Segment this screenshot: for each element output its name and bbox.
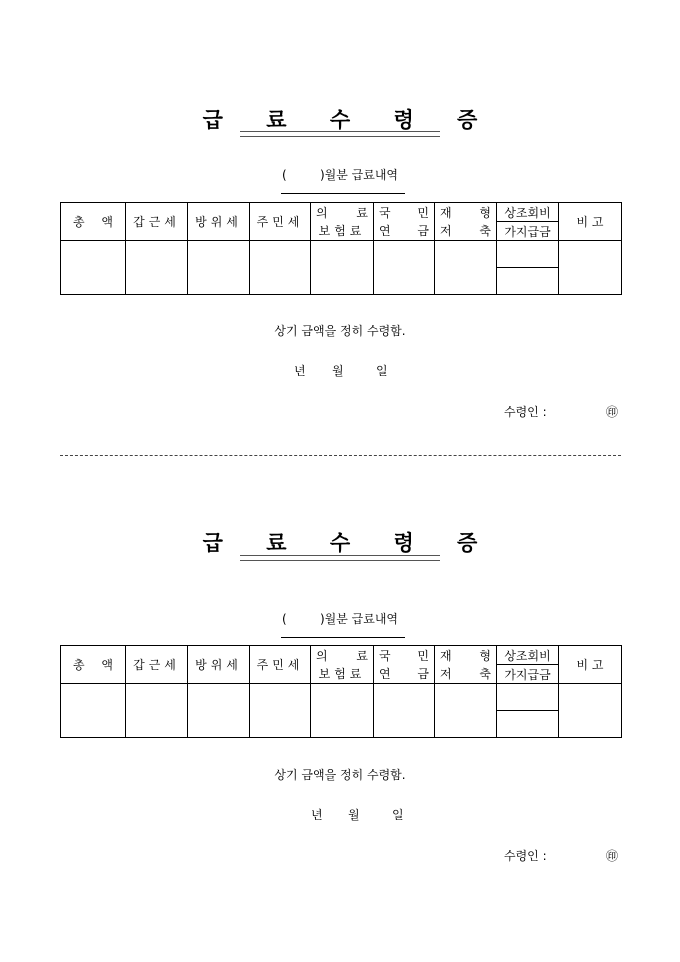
cell-resident-tax[interactable] [250,241,311,295]
seal-icon: ㊞ [606,405,619,419]
cell-total[interactable] [61,241,126,295]
cell-pension[interactable] [374,684,435,738]
col-medical-bottom: 보험료 [311,665,374,684]
col-advance-pay: 가지급금 [497,222,559,241]
period-label: )월분 급료내역 [319,612,399,626]
col-savings-bottom: 저 축 [435,665,497,684]
period-paren: ( [281,612,287,626]
col-savings-bottom: 저 축 [435,222,497,241]
cell-advance-pay[interactable] [497,268,559,295]
date-month: 월 [332,364,344,378]
cell-mutual-aid[interactable] [497,241,559,268]
pay-table [60,645,622,738]
col-total: 총 액 [61,646,126,684]
col-defense-tax: 방위세 [188,203,250,241]
cell-savings[interactable] [435,684,497,738]
col-defense-tax: 방위세 [188,646,250,684]
cut-line [60,455,621,456]
title-underline [240,131,440,137]
col-medical-bottom: 보험료 [311,222,374,241]
col-medical-top: 의 료 [311,203,374,222]
receipt-statement: 상기 금액을 정히 수령함. [274,768,406,782]
pay-table [60,202,622,295]
col-mutual-aid: 상조회비 [497,203,559,222]
col-pension-top: 국 민 [374,203,435,222]
col-resident-tax: 주민세 [250,646,311,684]
receipt-title: 급 료 수 령 증 [202,107,496,132]
period-label: )월분 급료내역 [319,168,399,182]
cell-defense-tax[interactable] [188,684,250,738]
cell-resident-tax[interactable] [250,684,311,738]
date-year: 년 [311,808,323,822]
receiver-label: 수령인 : [504,405,547,419]
receipt-statement: 상기 금액을 정히 수령함. [274,324,406,338]
col-pension-bottom: 연 금 [374,222,435,241]
cell-remarks[interactable] [559,684,622,738]
cell-medical[interactable] [311,684,374,738]
date-day: 일 [376,364,388,378]
cell-pension[interactable] [374,241,435,295]
col-remarks: 비 고 [559,203,622,241]
col-mutual-aid: 상조회비 [497,646,559,665]
period-underline [281,637,405,638]
date-day: 일 [392,808,404,822]
period-underline [281,193,405,194]
receiver-label: 수령인 : [504,849,547,863]
col-pension-top: 국 민 [374,646,435,665]
cell-advance-pay[interactable] [497,711,559,738]
cell-total[interactable] [61,684,126,738]
period-paren: ( [281,168,287,182]
col-savings-top: 재 형 [435,203,497,222]
cell-income-tax[interactable] [126,684,188,738]
cell-remarks[interactable] [559,241,622,295]
col-income-tax: 갑근세 [126,646,188,684]
col-resident-tax: 주민세 [250,203,311,241]
col-remarks: 비 고 [559,646,622,684]
title-underline [240,555,440,561]
col-income-tax: 갑근세 [126,203,188,241]
cell-medical[interactable] [311,241,374,295]
date-year: 년 [294,364,306,378]
cell-income-tax[interactable] [126,241,188,295]
date-month: 월 [348,808,360,822]
col-total: 총 액 [61,203,126,241]
col-medical-top: 의 료 [311,646,374,665]
seal-icon: ㊞ [606,849,619,863]
receipt-title: 급 료 수 령 증 [202,530,496,555]
period-line [0,166,680,183]
period-line [0,610,680,627]
col-pension-bottom: 연 금 [374,665,435,684]
cell-mutual-aid[interactable] [497,684,559,711]
col-advance-pay: 가지급금 [497,665,559,684]
cell-defense-tax[interactable] [188,241,250,295]
col-savings-top: 재 형 [435,646,497,665]
cell-savings[interactable] [435,241,497,295]
